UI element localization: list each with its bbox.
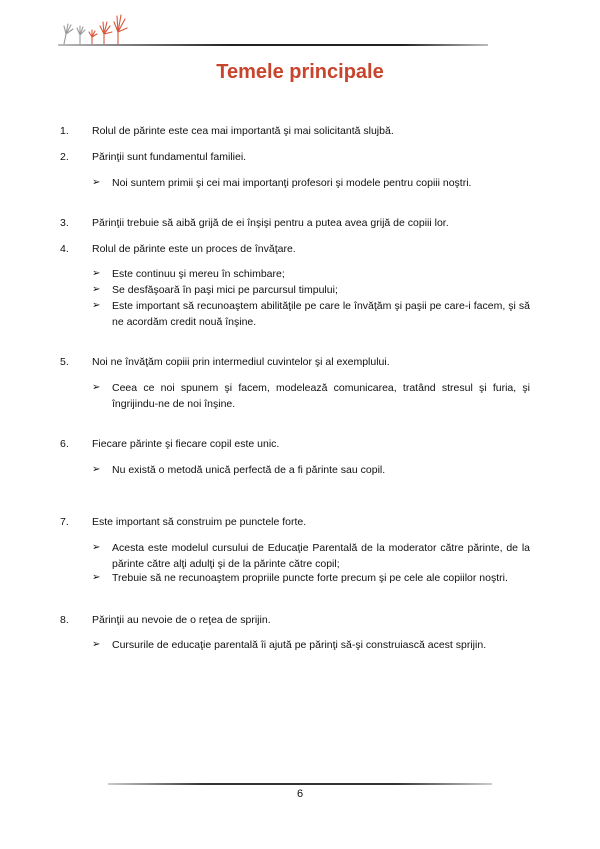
- sub-item-text: Acesta este modelul cursului de Educaţie Parentală de la moderator către părinte, de la părinte către alţi adulţi şi de la părinte către copil;: [112, 542, 530, 570]
- item-number: 8.: [60, 614, 69, 626]
- item-text: Rolul de părinte este un proces de învăţare.: [92, 243, 296, 255]
- sub-item-text: Trebuie să ne recunoaştem propriile puncte forte precum şi pe cele ale copiilor noştri.: [112, 572, 508, 584]
- arrow-bullet-icon: ➢: [92, 382, 101, 393]
- item-text: Este important să construim pe punctele forte.: [92, 516, 307, 528]
- footer-divider: [108, 783, 492, 785]
- item-text: Părinţii sunt fundamentul familiei.: [92, 151, 247, 163]
- arrow-bullet-icon: ➢: [92, 284, 101, 295]
- arrow-bullet-icon: ➢: [92, 300, 101, 311]
- page-title: Temele principale: [216, 61, 384, 83]
- item-text: Fiecare părinte şi fiecare copil este unic.: [92, 438, 280, 450]
- item-number: 7.: [60, 516, 69, 528]
- item-text: Părinţii au nevoie de o reţea de sprijin.: [92, 614, 271, 626]
- page-number: 6: [296, 788, 304, 800]
- sub-item-text: Este important să recunoaştem abilităţile pe care le învăţăm şi paşii pe care-i facem, şi să ne acordăm credit nouă înşine.: [112, 300, 530, 328]
- item-text: Rolul de părinte este cea mai importantă şi mai solicitantă slujbă.: [92, 125, 394, 137]
- arrow-bullet-icon: ➢: [92, 268, 101, 279]
- arrow-bullet-icon: ➢: [92, 177, 101, 188]
- item-number: 5.: [60, 356, 69, 368]
- item-text: Noi ne învăţăm copiii prin intermediul cuvintelor şi al exemplului.: [92, 356, 390, 368]
- arrow-bullet-icon: ➢: [92, 542, 101, 553]
- sub-item-text: Ceea ce noi spunem şi facem, modelează comunicarea, tratând stresul şi furia, şi îngrijindu-ne de noi înşine.: [112, 382, 530, 410]
- hands-logo-icon: [58, 10, 130, 46]
- item-number: 1.: [60, 125, 69, 137]
- item-number: 6.: [60, 438, 69, 450]
- sub-item-text: Noi suntem primii şi cei mai importanţi profesori şi modele pentru copiii noştri.: [112, 177, 472, 189]
- sub-item-text: Cursurile de educaţie parentală îi ajută pe părinţi să-şi construiască acest sprijin.: [112, 639, 487, 651]
- sub-item-text: Este continuu şi mereu în schimbare;: [112, 268, 285, 280]
- item-number: 4.: [60, 243, 69, 255]
- item-number: 3.: [60, 217, 69, 229]
- arrow-bullet-icon: ➢: [92, 639, 101, 650]
- arrow-bullet-icon: ➢: [92, 572, 101, 583]
- sub-item-text: Se desfăşoară în paşi mici pe parcursul timpului;: [112, 284, 338, 296]
- header-divider: [58, 44, 488, 46]
- item-text: Părinţii trebuie să aibă grijă de ei înşişi pentru a putea avea grijă de copiii lor.: [92, 217, 449, 229]
- item-number: 2.: [60, 151, 69, 163]
- arrow-bullet-icon: ➢: [92, 464, 101, 475]
- sub-item-text: Nu există o metodă unică perfectă de a fi părinte sau copil.: [112, 464, 386, 476]
